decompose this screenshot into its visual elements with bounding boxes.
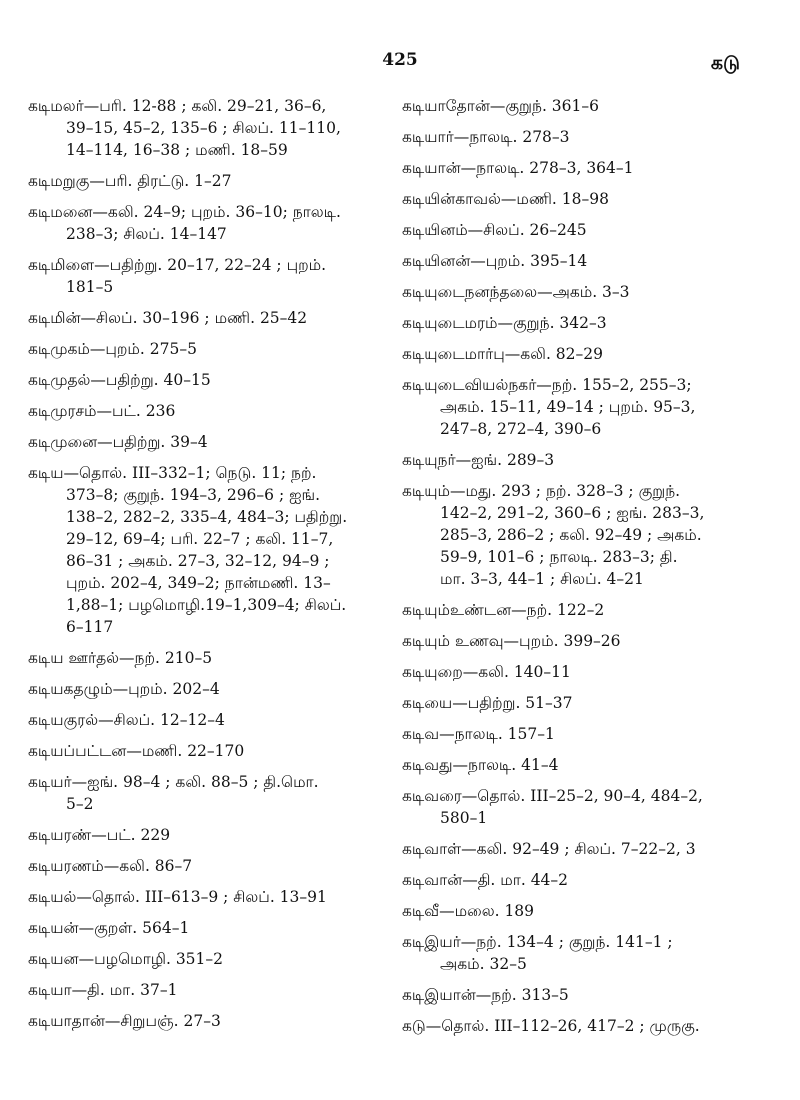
index-entry: கடிவது—நாலடி. 41–4 (402, 756, 559, 774)
index-entry: கடிமுதல்—பதிற்று. 40–15 (28, 371, 211, 389)
left-column (28, 95, 376, 1032)
index-entry: கடியன்—குறள். 564–1 (28, 919, 190, 937)
index-entry: கடியினம்—சிலப். 26–245 (402, 221, 587, 239)
right-column (402, 95, 742, 1037)
index-entry: கடியல்—தொல். III–613–9 ; சிலப். 13–91 (28, 888, 327, 906)
index-entry: கடியும்உண்டன—நற். 122–2 (402, 601, 605, 619)
index-entry: கடியை—பதிற்று. 51–37 (402, 694, 573, 712)
index-entry: கடிமுரசம்—பட். 236 (28, 402, 176, 420)
running-head: கடு (710, 52, 740, 74)
index-entry: கடு—தொல். III–112–26, 417–2 ; முருகு. (402, 1017, 700, 1035)
index-entry: கடிமலர்—பரி. 12-88 ; கலி. 29–21, 36–6, 39–15, 45–2, 135–6 ; சிலப். 11–110, 14–114, 16–38 ; மணி. 18–59 (28, 97, 341, 159)
index-entry: கடியன—பழமொழி. 351–2 (28, 950, 224, 968)
index-entry: கடியாதான்—சிறுபஞ். 27–3 (28, 1012, 221, 1030)
index-entry: கடியகதழும்—புறம். 202–4 (28, 680, 220, 698)
index-entry: கடியும்—மது. 293 ; நற். 328–3 ; குறுந். 142–2, 291–2, 360–6 ; ஐங். 283–3, 285–3, 286–2 ; கலி. 92–49 ; அகம். 59–9, 101–6 ; நாலடி. 283–3; தி. மா. 3–3, 44–1 ; சிலப். 4–21 (402, 482, 705, 588)
index-entry: கடியர்—ஐங். 98–4 ; கலி. 88–5 ; தி.மொ. 5–2 (28, 773, 319, 813)
index-entry: கடியார்—நாலடி. 278–3 (402, 128, 570, 146)
index-entry: கடியுடைமார்பு—கலி. 82–29 (402, 345, 604, 363)
index-entry: கடியுடைவியல்நகர்—நற். 155–2, 255–3; அகம். 15–11, 49–14 ; புறம். 95–3, 247–8, 272–4, 390–6 (402, 376, 696, 438)
index-entry: கடியாதோன்—குறுந். 361–6 (402, 97, 600, 115)
index-entry: கடியின்காவல்—மணி. 18–98 (402, 190, 609, 208)
index-entry: கடிஇயான்—நற். 313–5 (402, 986, 569, 1004)
index-entry: கடிமிளை—பதிற்று. 20–17, 22–24 ; புறம். 181–5 (28, 256, 327, 296)
index-entry: கடியரணம்—கலி. 86–7 (28, 857, 193, 875)
index-entry: கடிஇயர்—நற். 134–4 ; குறுந். 141–1 ; அகம். 32–5 (402, 933, 673, 973)
index-entry: கடிமுகம்—புறம். 275–5 (28, 340, 197, 358)
index-entry: கடிமுனை—பதிற்று. 39–4 (28, 433, 208, 451)
index-entry: கடிவாள்—கலி. 92–49 ; சிலப். 7–22–2, 3 (402, 840, 696, 858)
index-entry: கடிவீ—மலை. 189 (402, 902, 535, 920)
index-entry: கடிய—தொல். III–332–1; நெடு. 11; நற். 373–8; குறுந். 194–3, 296–6 ; ஐங். 138–2, 282–2, 335–4, 484–3; பதிற்று. 29–12, 69–4; பரி. 22–7 ; கலி. 11–7, 86–31 ; அகம். 27–3, 32–12, 94–9 ; புறம். 202–4, 349–2; நான்மணி. 13– 1,88–1; பழமொழி.19–1,309–4; சிலப். 6–117 (28, 464, 348, 636)
index-entry: கடியும் உணவு—புறம். 399–26 (402, 632, 621, 650)
index-entry: கடிமறுகு—பரி. திரட்டு. 1–27 (28, 172, 232, 190)
index-entry: கடிய ஊர்தல்—நற். 210–5 (28, 649, 213, 667)
index-entry: கடிமின்—சிலப். 30–196 ; மணி. 25–42 (28, 309, 308, 327)
index-entry: கடியா—தி. மா. 37–1 (28, 981, 178, 999)
index-entry: கடிவரை—தொல். III–25–2, 90–4, 484–2, 580–1 (402, 787, 703, 827)
index-entry: கடியான்—நாலடி. 278–3, 364–1 (402, 159, 634, 177)
index-entry: கடியுடைநனந்தலை—அகம். 3–3 (402, 283, 630, 301)
page-number: 425 (382, 50, 418, 70)
index-entry: கடியினன்—புறம். 395–14 (402, 252, 588, 270)
index-entry: கடிவான்—தி. மா. 44–2 (402, 871, 569, 889)
index-entry: கடியப்பட்டன—மணி. 22–170 (28, 742, 245, 760)
index-entry: கடியுறை—கலி. 140–11 (402, 663, 571, 681)
index-entry: கடிவ—நாலடி. 157–1 (402, 725, 555, 743)
index-entry: கடியகுரல்—சிலப். 12–12–4 (28, 711, 225, 729)
index-entry: கடியுடைமரம்—குறுந். 342–3 (402, 314, 607, 332)
index-entry: கடிமனை—கலி. 24–9; புறம். 36–10; நாலடி. 238–3; சிலப். 14–147 (28, 203, 341, 243)
index-entry: கடியரண்—பட். 229 (28, 826, 171, 844)
index-entry: கடியுநர்—ஐங். 289–3 (402, 451, 555, 469)
